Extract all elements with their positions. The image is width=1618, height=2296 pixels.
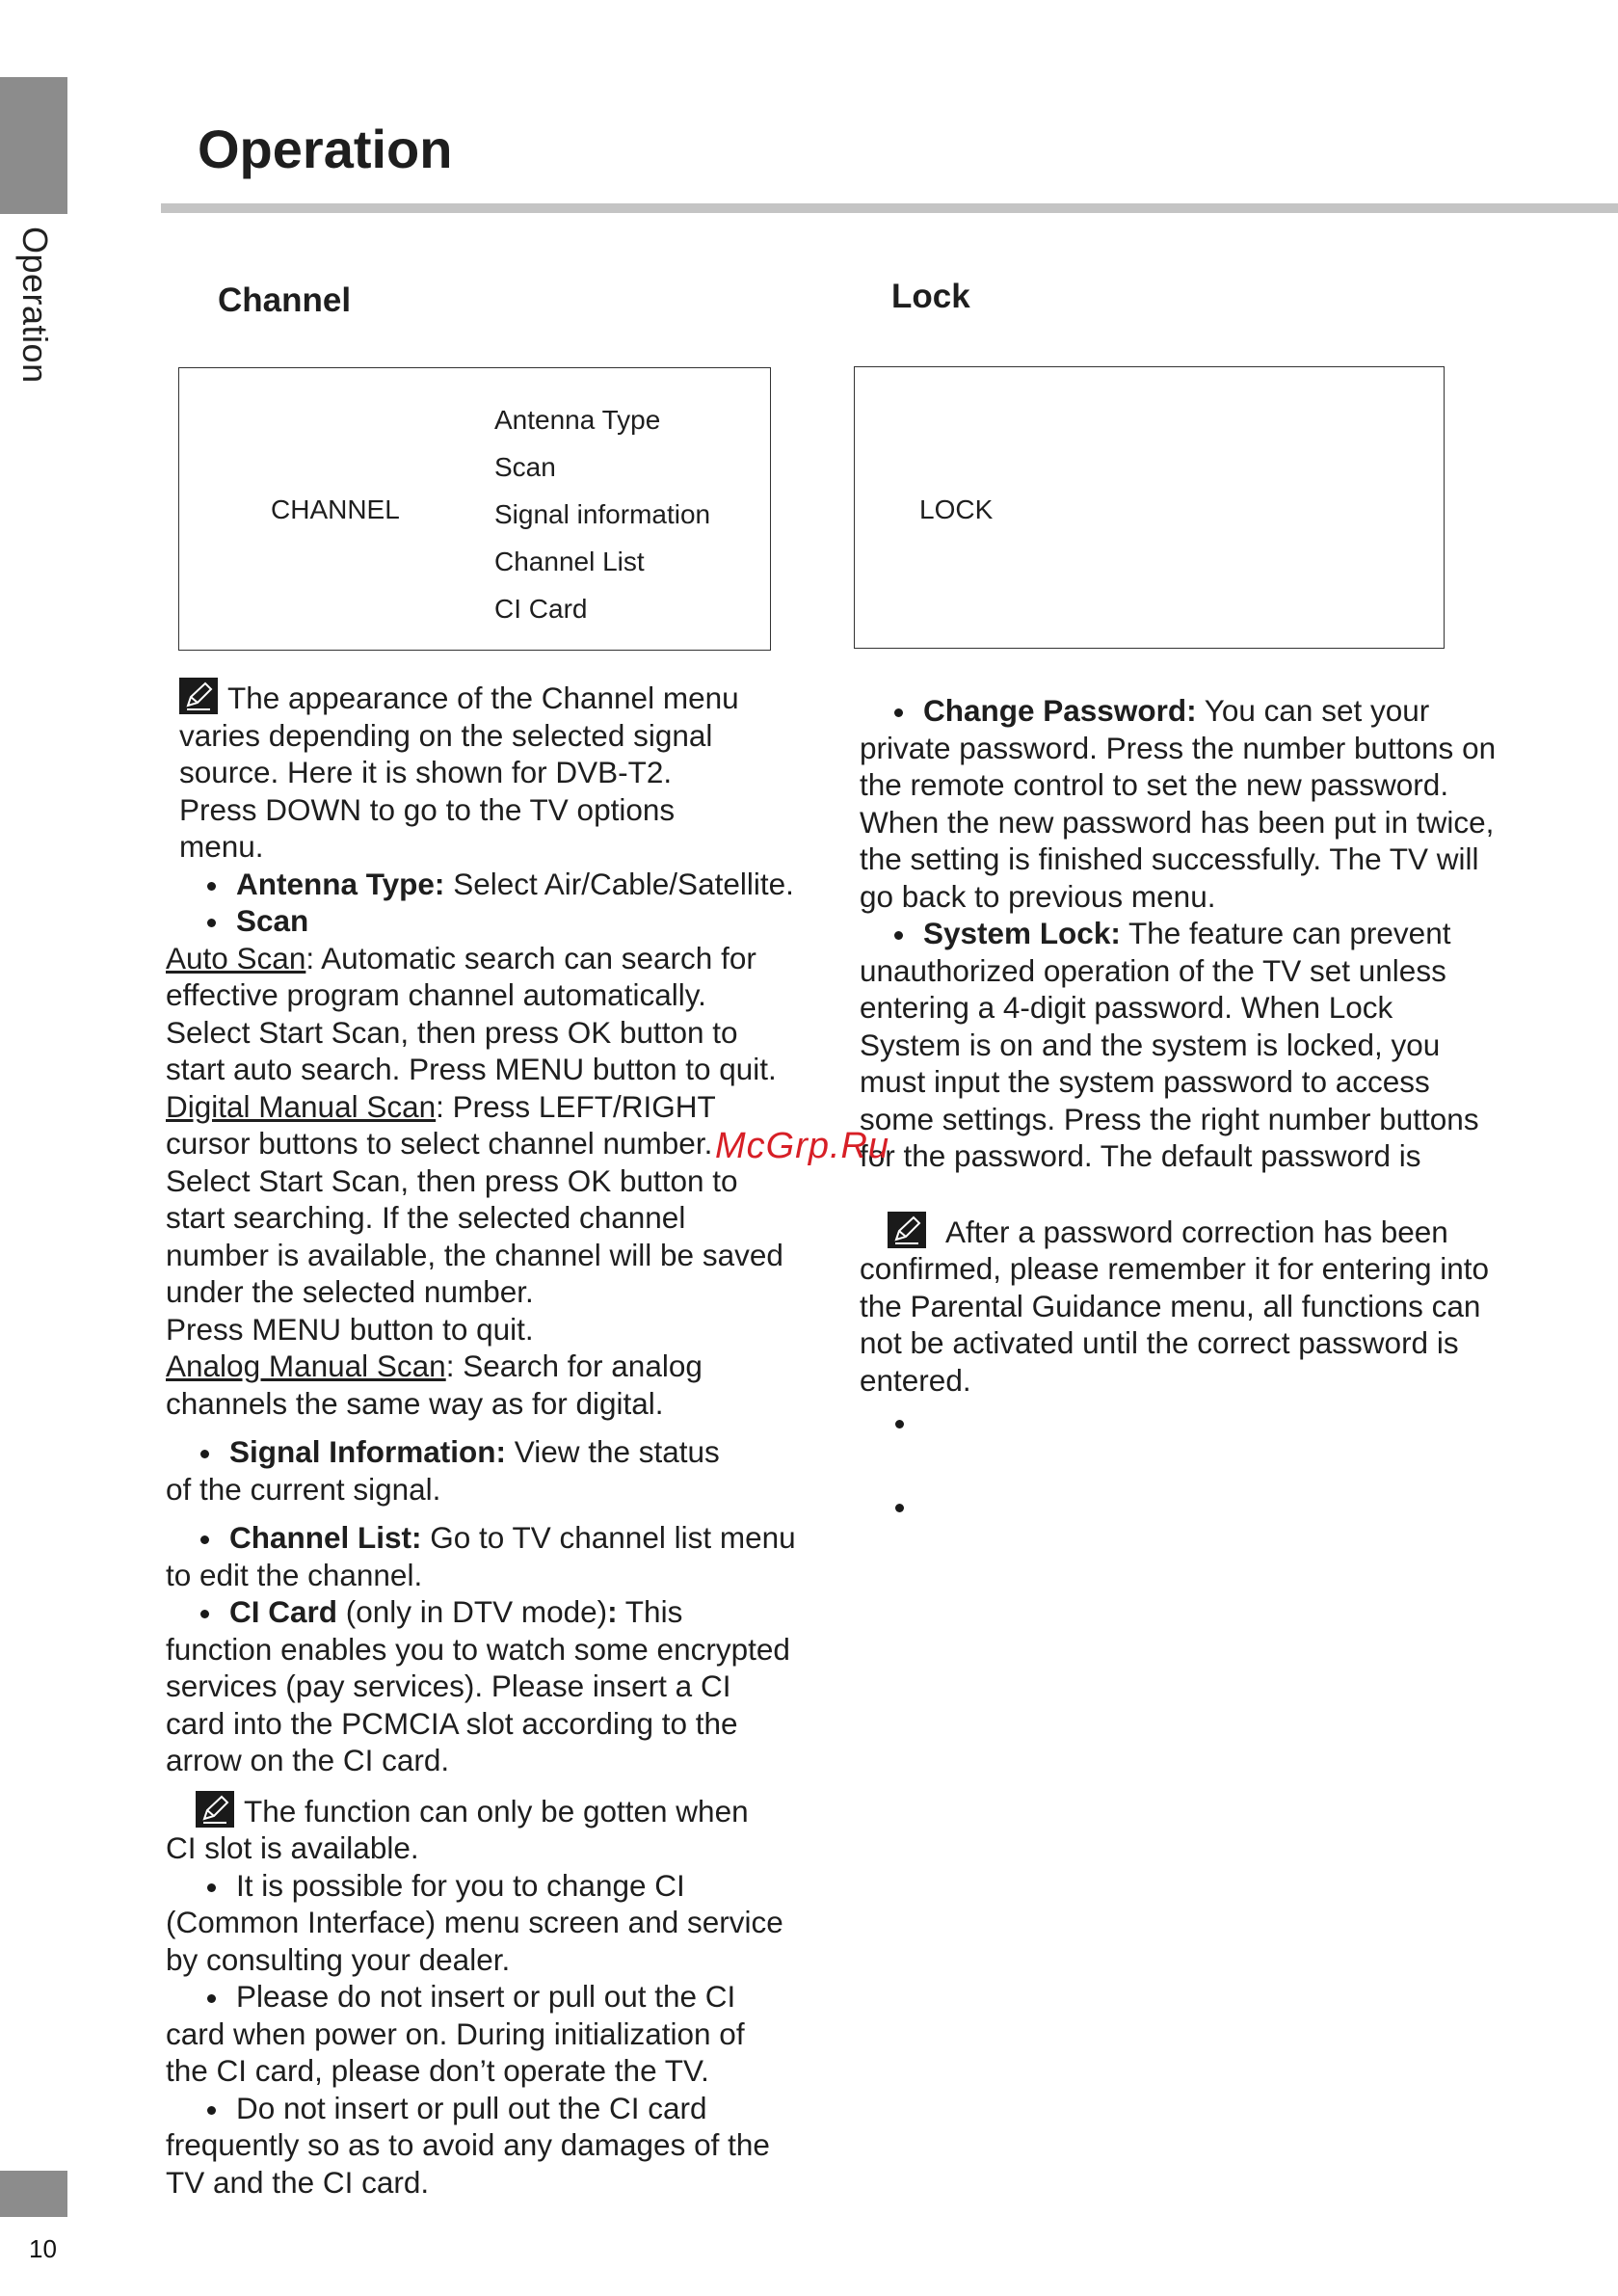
empty-bullet [895,1420,904,1428]
password-note: After a password correction has been confirmed, please remember it for entering into the Parental Guidance menu, all functions can not be activated until the correct password is entered. [860,1212,1534,1400]
channel-list-item: Channel List: Go to TV channel list menu to edit the channel. [166,1520,796,1592]
empty-bullet [895,1504,904,1512]
ci-note: The function can only be gotten when CI slot is available. [166,1791,831,1867]
title-divider [161,203,1618,213]
channel-menu-box [178,367,771,651]
ci-card-item: CI Card (only in DTV mode): This function enables you to watch some encrypted services (pay services). Please insert a CI card into the PCMCIA slot according to the arrow on the CI card. [166,1594,790,1777]
channel-heading: Channel [218,281,352,319]
change-password-item: Change Password: You can set your private password. Press the number buttons on the remote control to set the new password. When the new password has been put in twice, the setting is finished successfully. The TV will go back to previous menu. [860,693,1497,914]
menu-item-channel-list[interactable]: Channel List [494,547,645,576]
menu-item-scan[interactable]: Scan [494,452,556,482]
watermark: McGrp.Ru [715,1126,890,1166]
digital-manual-scan-block: Digital Manual Scan: Press LEFT/RIGHT cursor buttons to select channel number. Select Start Scan, then press OK button to start searching. If the selected channel number is available, the channel will be saved under the selected number. Press MENU button to quit. [166,1088,783,1347]
ci-tip-2: Please do not insert or pull out the CI card when power on. During initialization of the CI card, please don’t operate the TV. [166,1979,745,2088]
antenna-type-item: Antenna Type: Select Air/Cable/Satellite. [166,866,831,903]
lock-menu-box [854,366,1445,649]
scan-item: Scan [166,902,831,940]
channel-note-intro: The appearance of the Channel menu varies depending on the selected signal source. Here it is shown for DVB-T2. Press DOWN to go to the TV options menu. [166,678,831,866]
system-lock-item: System Lock: The feature can prevent unauthorized operation of the TV set unless entering a 4-digit password. When Lock System is on and the system is locked, you must input the system password to access some settings. Press the right number buttons for the password. The default password is [860,916,1479,1173]
note-pencil-icon [196,1791,234,1828]
ci-tip-3: Do not insert or pull out the CI card frequently so as to avoid any damages of the TV and the CI card. [166,2090,770,2200]
menu-item-antenna-type[interactable]: Antenna Type [494,405,661,435]
menu-item-signal-information[interactable]: Signal information [494,499,711,529]
page-number: 10 [29,2234,57,2263]
note-pencil-icon [179,678,218,714]
auto-scan-block: Auto Scan: Automatic search can search for effective program channel automatically. Select Start Scan, then press OK button to start auto search. Press MENU button to quit. [166,940,777,1086]
channel-description [166,678,831,2201]
menu-item-ci-card[interactable]: CI Card [494,594,588,624]
lock-description [860,692,1534,1399]
analog-manual-scan-block: Analog Manual Scan: Search for analog channels the same way as for digital. [166,1348,703,1421]
lock-heading: Lock [891,278,970,315]
sidebar-tab [0,77,67,214]
lock-menu-label: LOCK [919,494,994,524]
ci-tip-1: It is possible for you to change CI (Common Interface) menu screen and service by consulting your dealer. [166,1867,783,1977]
page-title: Operation [198,119,453,179]
footer-tab [0,2171,67,2217]
sidebar-section-label: Operation [15,227,55,384]
signal-information-item: Signal Information: View the status of the current signal. [166,1434,720,1507]
channel-menu-label: CHANNEL [271,494,400,524]
note-pencil-icon [888,1212,926,1248]
